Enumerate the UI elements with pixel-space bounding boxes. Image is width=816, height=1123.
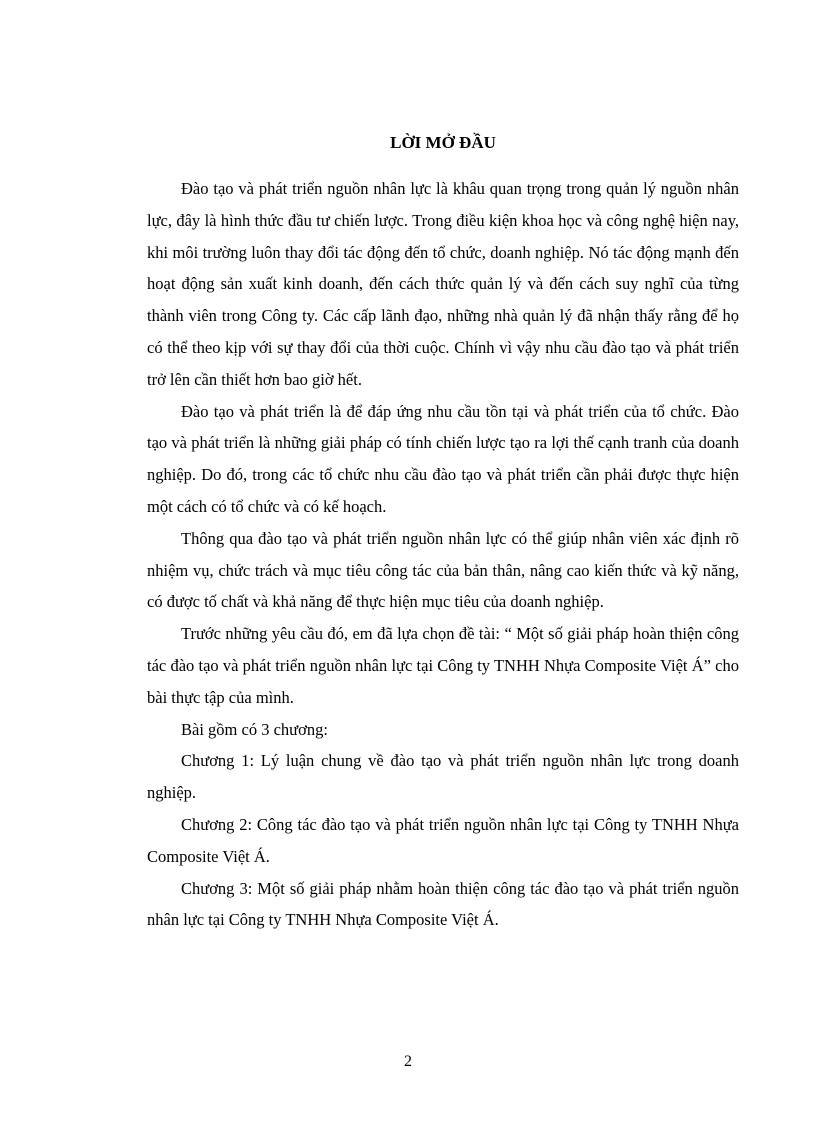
paragraph-topic: Trước những yêu cầu đó, em đã lựa chọn đề tài: “ Một số giải pháp hoàn thiện công tác đào tạo và phát triển nguồn nhân lực tại Công ty TNHH Nhựa Composite Việt Á” cho bài thực tập của mình.: [147, 624, 739, 707]
document-body: [147, 128, 739, 936]
paragraph-benefits: Thông qua đào tạo và phát triển nguồn nhân lực có thể giúp nhân viên xác định rõ nhiệm vụ, chức trách và mục tiêu công tác của bản thân, nâng cao kiến thức và kỹ năng, có được tố chất và khả năng để thực hiện mục tiêu của doanh nghiệp.: [147, 528, 739, 612]
paragraph-purpose: Đào tạo và phát triển là để đáp ứng nhu cầu tồn tại và phát triển của tổ chức. Đào tạo và phát triển là những giải pháp có tính chiến lược tạo ra lợi thế cạnh tranh của doanh nghiệp. Do đó, trong các tổ chức nhu cầu đào tạo và phát triển cần phải được thực hiện một cách có tổ chức và có kế hoạch.: [147, 401, 739, 516]
paragraph-intro: Đào tạo và phát triển nguồn nhân lực là khâu quan trọng trong quản lý nguồn nhân lực, đây là hình thức đầu tư chiến lược. Trong điều kiện khoa học và công nghệ hiện nay, khi môi trường luôn thay đổi tác động đến tổ chức, doanh nghiệp. Nó tác động mạnh đến hoạt động sản xuất kinh doanh, đến cách thức quản lý và đến cách suy nghĩ của từng thành viên trong Công ty. Các cấp lãnh đạo, những nhà quản lý đã nhận thấy rằng để họ có thể theo kịp với sự thay đổi của thời cuộc. Chính vì vậy nhu cầu đào tạo và phát triển trở lên cần thiết hơn bao giờ hết.: [147, 179, 739, 389]
paragraph-chapter-3: Chương 3: Một số giải pháp nhằm hoàn thiện công tác đào tạo và phát triển nguồn nhân lực tại Công ty TNHH Nhựa Composite Việt Á.: [147, 878, 739, 930]
page-number: 2: [404, 1053, 412, 1070]
paragraph-chapter-1: Chương 1: Lý luận chung về đào tạo và phát triển nguồn nhân lực trong doanh nghiệp.: [147, 751, 739, 803]
page-title: LỜI MỞ ĐẦU: [390, 133, 496, 152]
paragraph-chapter-2: Chương 2: Công tác đào tạo và phát triển nguồn nhân lực tại Công ty TNHH Nhựa Composite Việt Á.: [147, 814, 739, 866]
paragraph-structure: Bài gồm có 3 chương:: [181, 719, 328, 739]
